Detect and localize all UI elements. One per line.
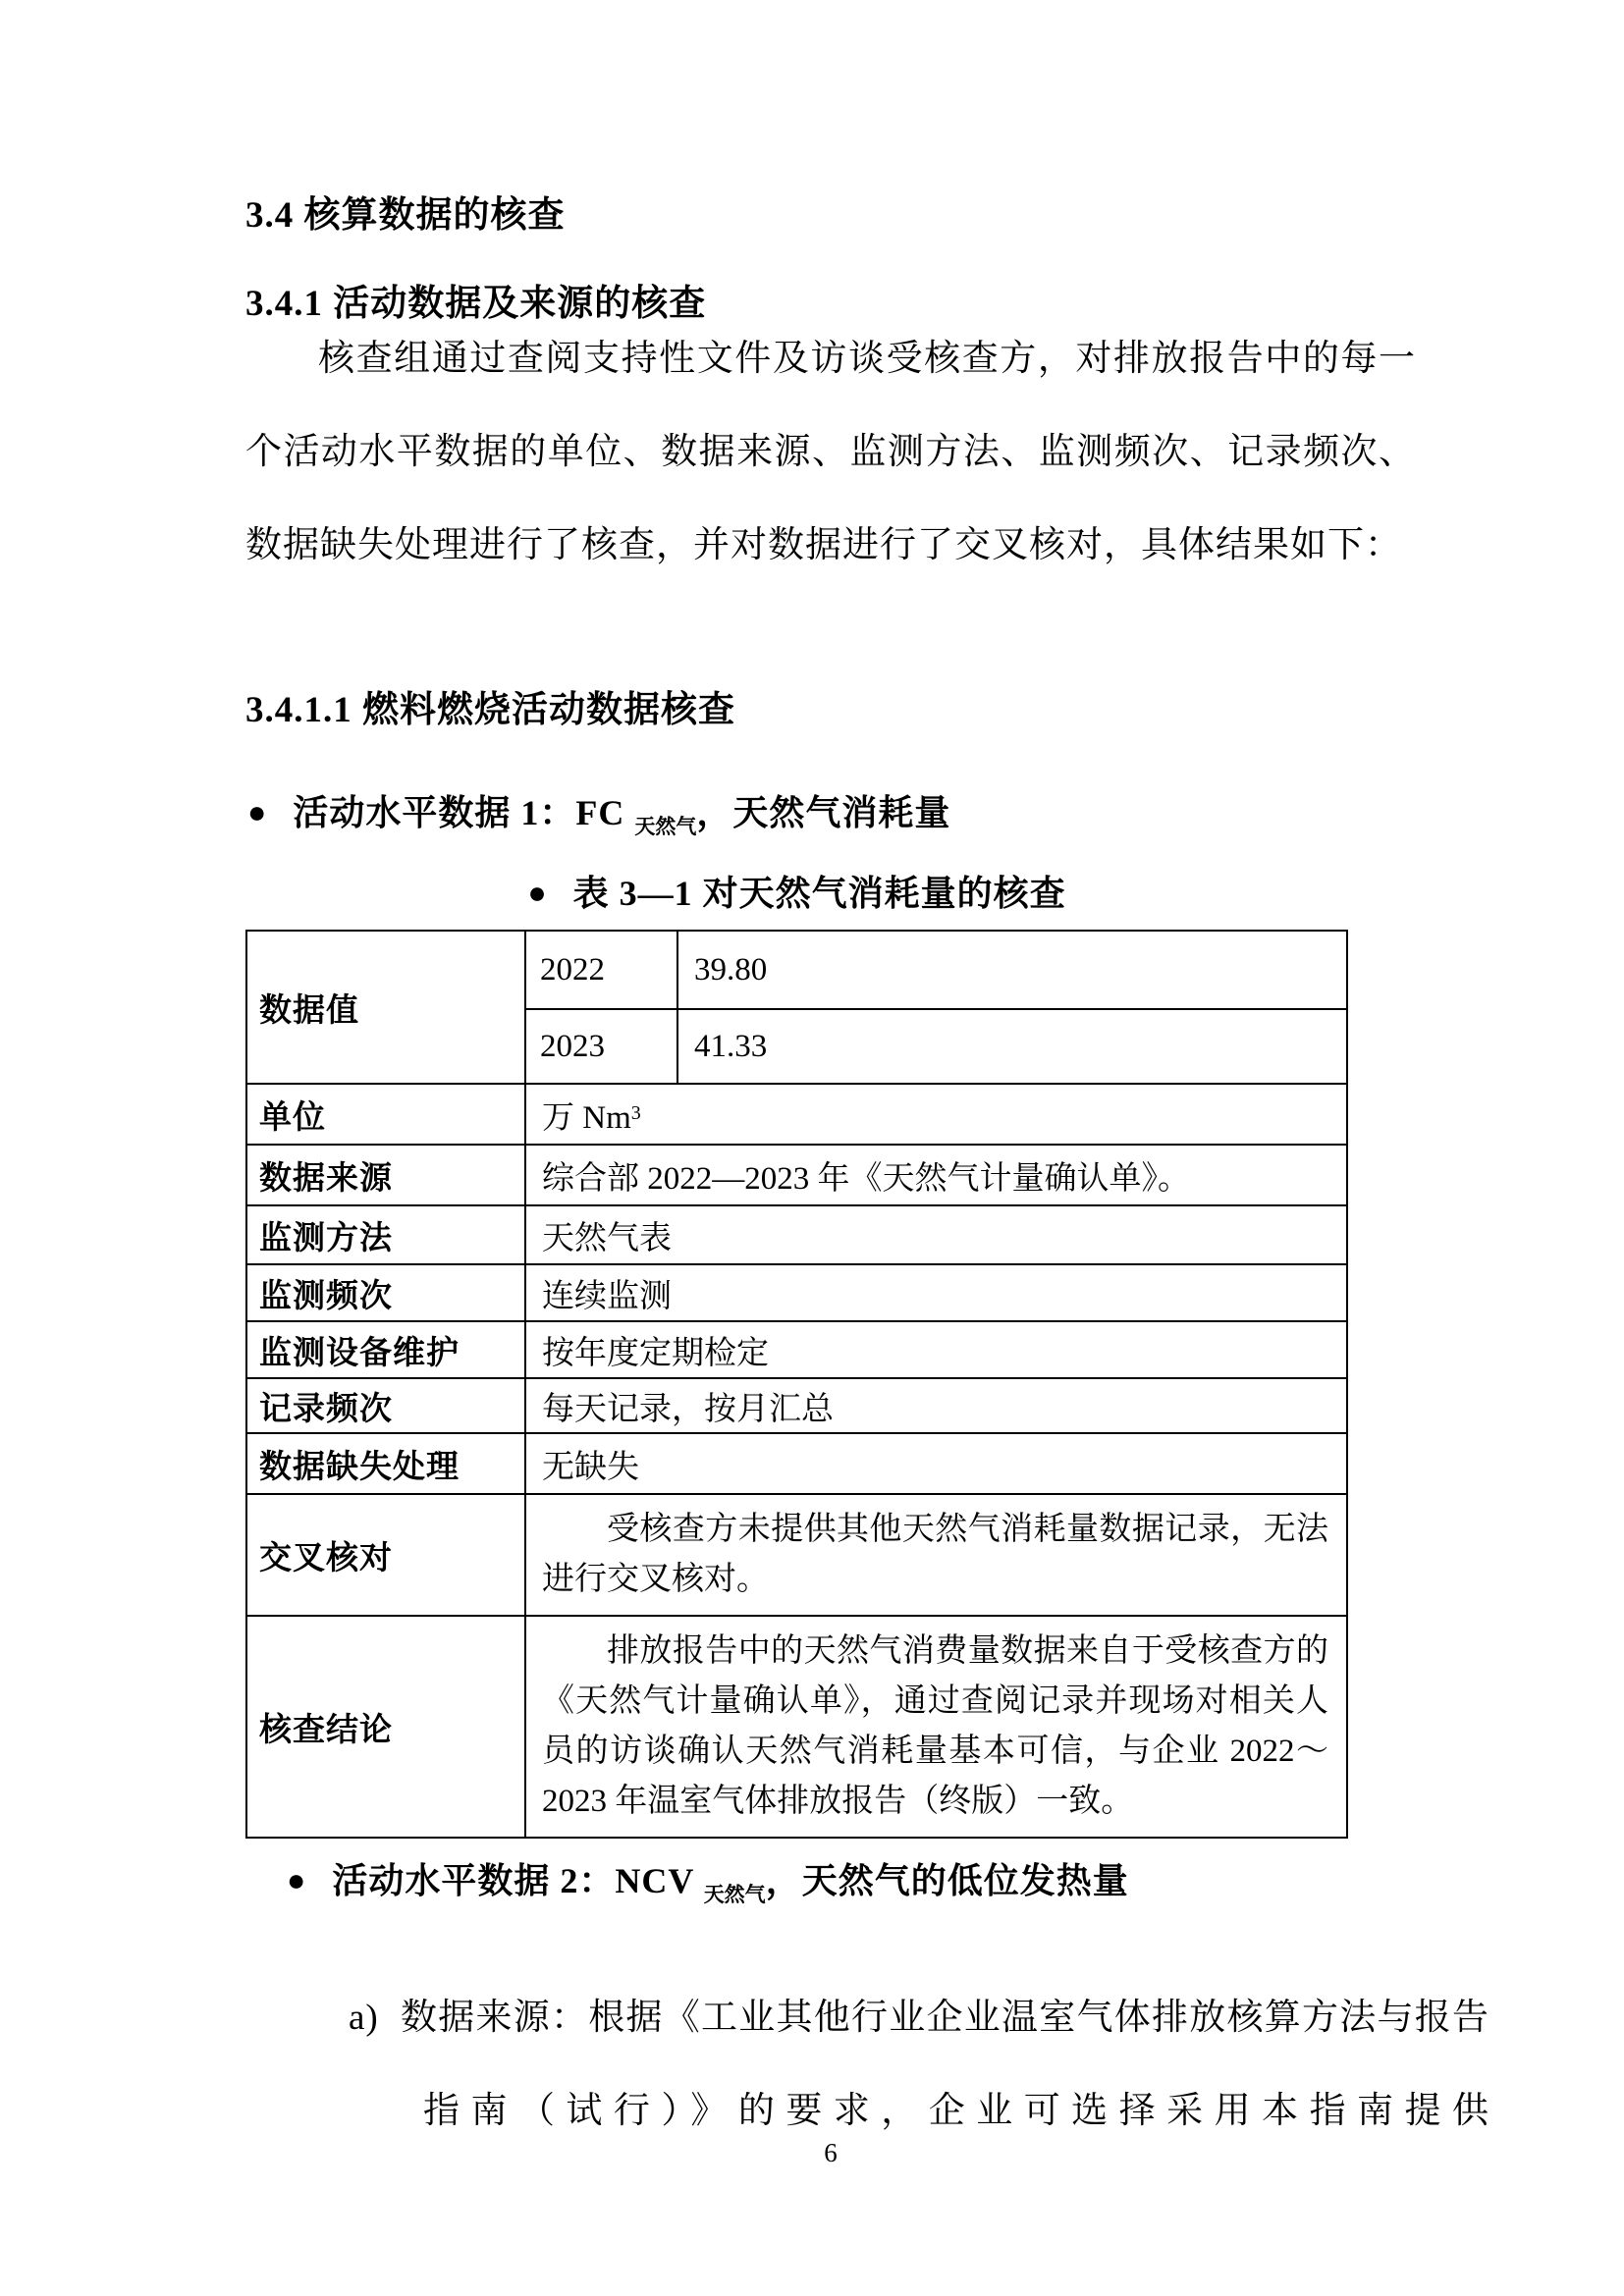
- value-cell: 41.33: [677, 1009, 1347, 1084]
- row-value-cell: 每天记录，按月汇总: [525, 1378, 1347, 1433]
- row-label-cell: 数据缺失处理: [246, 1433, 525, 1494]
- data-value-label-cell: 数据值: [246, 931, 525, 1084]
- list-marker-a: a): [349, 1998, 379, 2038]
- row-value-cell: 无缺失: [525, 1433, 1347, 1494]
- unit-base: 万 Nm: [542, 1099, 631, 1136]
- intro-paragraph: 核查组通过查阅支持性文件及访谈受核查方，对排放报告中的每一个活动水平数据的单位、数据来源、监测方法、监测频次、记录频次、数据缺失处理进行了核查，并对数据进行了交叉核对，具体结果如下：: [245, 339, 1416, 565]
- table-caption: [245, 866, 1348, 916]
- table-row-record-frequency: [246, 1378, 1347, 1433]
- activity-data-2-line: [287, 1853, 1129, 1908]
- activity-2-suffix: ，天然气的低位发热量: [765, 1861, 1129, 1900]
- row-value-cell: 按年度定期检定: [525, 1321, 1347, 1378]
- table-row-equipment-maintenance: [246, 1321, 1347, 1378]
- heading-3-4: 3.4 核算数据的核查: [245, 195, 566, 236]
- unit-label-cell: 单位: [246, 1084, 525, 1145]
- bullet-icon: ●: [287, 1862, 307, 1897]
- year-cell: 2022: [525, 931, 677, 1009]
- table-row-data-source: [246, 1145, 1347, 1205]
- row-label-cell: 监测设备维护: [246, 1321, 525, 1378]
- table-row-cross-check: [246, 1494, 1347, 1616]
- activity-data-1-line: [247, 785, 950, 840]
- year-cell: 2023: [525, 1009, 677, 1084]
- table-row-data-value-2022: [246, 931, 1347, 1009]
- cross-check-label-cell: 交叉核对: [246, 1494, 525, 1616]
- row-value-cell: 连续监测: [525, 1264, 1347, 1321]
- activity-1-prefix: 活动水平数据 1：FC: [293, 793, 635, 832]
- page-number: 6: [824, 2138, 838, 2167]
- heading-3-4-1: 3.4.1 活动数据及来源的核查: [245, 284, 707, 324]
- table-row-unit: [246, 1084, 1347, 1145]
- row-value-cell: 天然气表: [525, 1205, 1347, 1264]
- table-row-monitoring-frequency: [246, 1264, 1347, 1321]
- sub-item-a: [349, 1971, 1489, 2158]
- table-row-monitoring-method: [246, 1205, 1347, 1264]
- conclusion-label-cell: 核查结论: [246, 1616, 525, 1838]
- sub-item-a-text: 数据来源：根据《工业其他行业企业温室气体排放核算方法与报告指南（试行）》的要求，企业可选择采用本指南提供: [400, 1998, 1489, 2131]
- verification-table: [245, 930, 1348, 1839]
- unit-superscript: 3: [630, 1101, 641, 1124]
- bullet-icon: ●: [527, 875, 548, 910]
- value-cell: 39.80: [677, 931, 1347, 1009]
- unit-value-cell: [525, 1084, 1347, 1145]
- row-label-cell: 数据来源: [246, 1145, 525, 1205]
- table-row-missing-data: [246, 1433, 1347, 1494]
- row-label-cell: 监测频次: [246, 1264, 525, 1321]
- cross-check-value-cell: 受核查方未提供其他天然气消耗量数据记录，无法进行交叉核对。: [525, 1494, 1347, 1616]
- bullet-icon: ●: [247, 794, 268, 829]
- table-caption-text: 表 3—1 对天然气消耗量的核查: [572, 874, 1066, 913]
- activity-1-subscript: 天然气: [634, 815, 697, 838]
- table-row-conclusion: [246, 1616, 1347, 1838]
- activity-1-suffix: ，天然气消耗量: [696, 793, 951, 832]
- heading-3-4-1-1: 3.4.1.1 燃料燃烧活动数据核查: [245, 690, 735, 730]
- row-value-cell: 综合部 2022—2023 年《天然气计量确认单》。: [525, 1145, 1347, 1205]
- conclusion-value-cell: 排放报告中的天然气消费量数据来自于受核查方的《天然气计量确认单》，通过查阅记录并现场对相关人员的访谈确认天然气消耗量基本可信，与企业 2022～2023 年温室气体排放报告（终版）一致。: [525, 1616, 1347, 1838]
- row-label-cell: 记录频次: [246, 1378, 525, 1433]
- activity-2-subscript: 天然气: [703, 1883, 766, 1906]
- row-label-cell: 监测方法: [246, 1205, 525, 1264]
- activity-2-prefix: 活动水平数据 2：NCV: [332, 1861, 704, 1900]
